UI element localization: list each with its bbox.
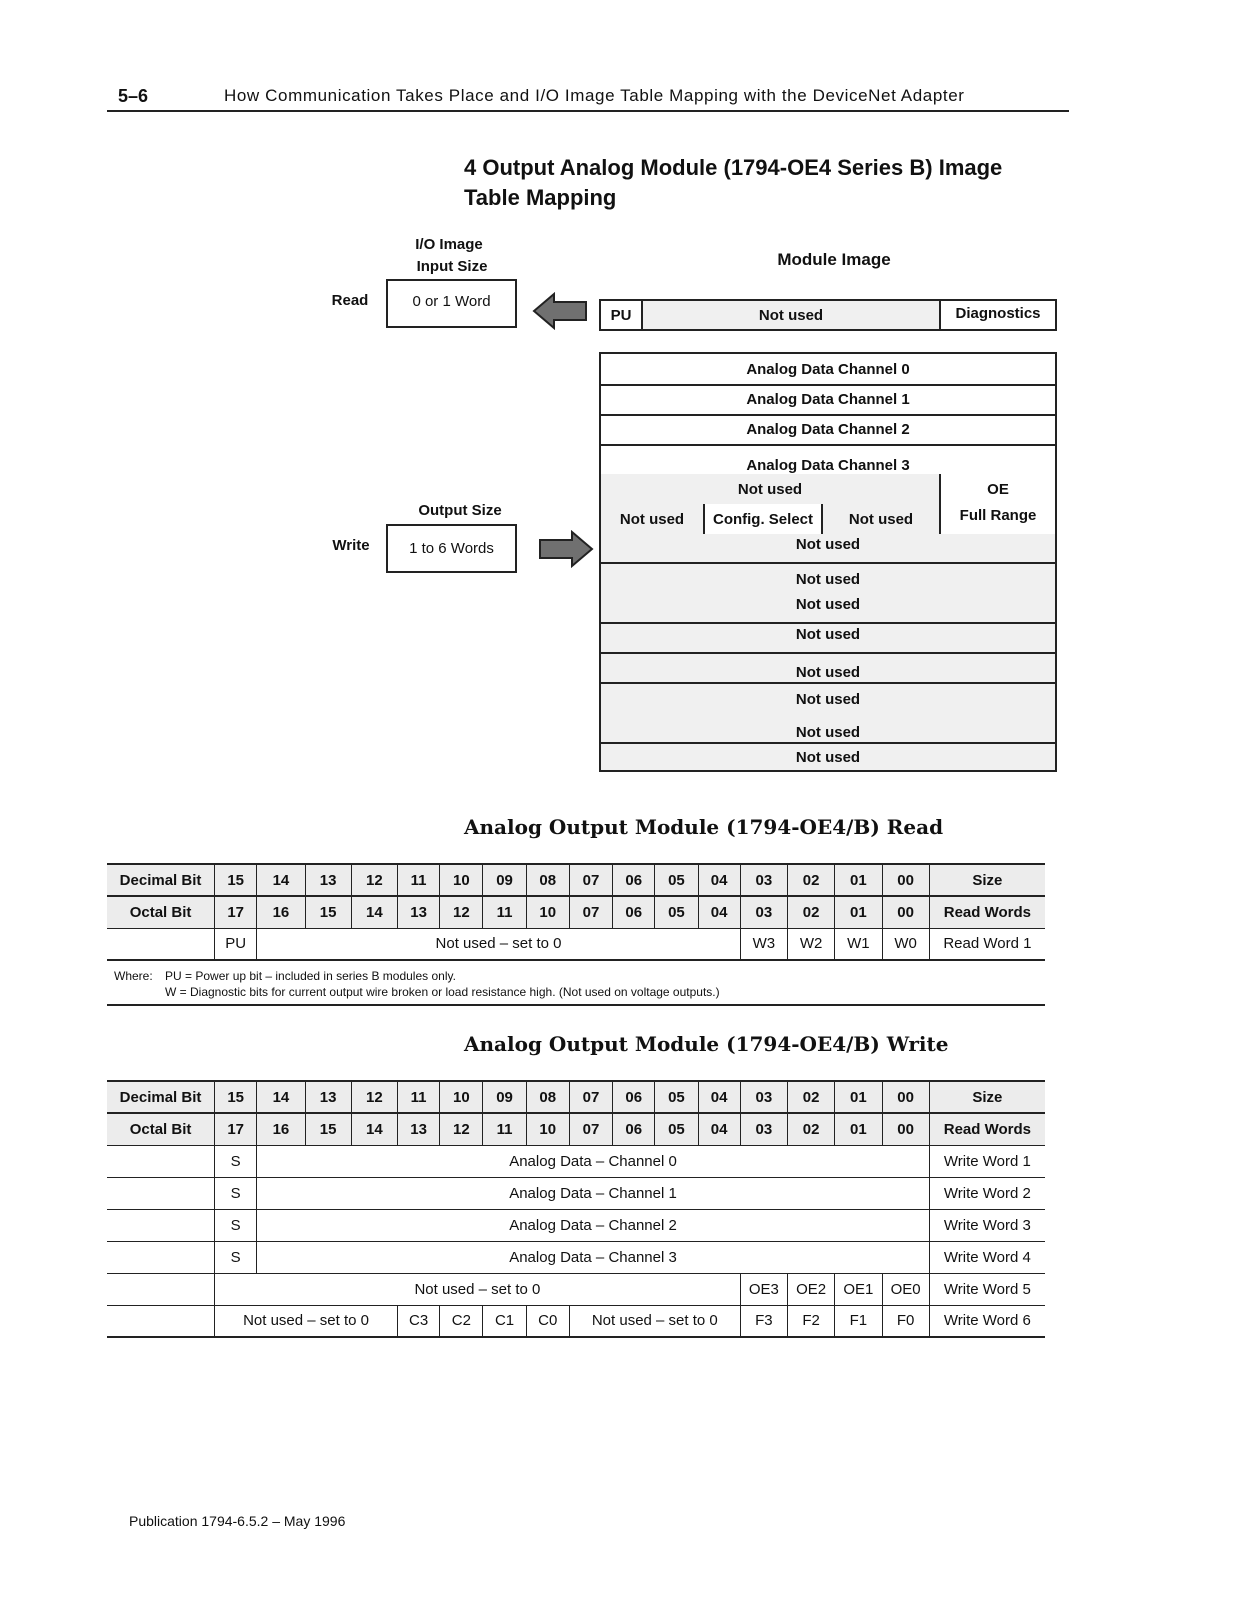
analog-data-span: Analog Data – Channel 0 — [257, 1145, 929, 1177]
bit-header: 16 — [257, 896, 305, 928]
not-used-cell: Not used — [641, 301, 939, 329]
read-module-row — [599, 299, 1057, 331]
size-cell: Write Word 4 — [929, 1241, 1045, 1273]
size-header: Size — [929, 864, 1045, 896]
bit-header: 03 — [740, 896, 787, 928]
size-cell: Write Word 3 — [929, 1209, 1045, 1241]
config-select-cell: Config. Select — [703, 504, 821, 534]
size-header: Read Words — [929, 1113, 1045, 1145]
bit-header: 00 — [882, 1081, 929, 1113]
not-used-span: Not used – set to 0 — [215, 1273, 741, 1305]
c2-bit: C2 — [440, 1305, 483, 1337]
not-used-cell: Not used — [821, 504, 939, 534]
decimal-bit-label: Decimal Bit — [107, 864, 215, 896]
write-module-block — [599, 352, 1057, 772]
bit-header: 03 — [740, 864, 787, 896]
bit-header: 03 — [740, 1081, 787, 1113]
size-cell: Write Word 1 — [929, 1145, 1045, 1177]
sign-bit: S — [215, 1241, 257, 1273]
pu-cell: PU — [601, 301, 641, 329]
empty-cell — [107, 1305, 215, 1337]
not-used-row: Not used — [601, 744, 1055, 770]
not-used-row: Not used — [601, 594, 1055, 624]
read-label: Read — [331, 292, 369, 309]
oe1-bit: OE1 — [835, 1273, 882, 1305]
bit-header: 14 — [351, 1113, 397, 1145]
analog-data-span: Analog Data – Channel 1 — [257, 1177, 929, 1209]
empty-cell — [107, 1241, 215, 1273]
bit-header: 11 — [398, 1081, 440, 1113]
analog-data-span: Analog Data – Channel 2 — [257, 1209, 929, 1241]
octal-bit-label: Octal Bit — [107, 1113, 215, 1145]
write-word-row — [107, 1145, 1045, 1177]
input-size-label: Input Size — [416, 258, 488, 275]
size-cell: Write Word 2 — [929, 1177, 1045, 1209]
bit-header: 02 — [788, 896, 835, 928]
bit-header: 06 — [613, 896, 655, 928]
bit-header: 10 — [440, 864, 483, 896]
bit-header: 10 — [526, 1113, 569, 1145]
pu-bit: PU — [215, 928, 257, 960]
empty-cell — [107, 928, 215, 960]
write-word-row — [107, 1241, 1045, 1273]
decimal-bit-label: Decimal Bit — [107, 1081, 215, 1113]
not-used-row: Not used — [601, 714, 1055, 744]
bit-header: 02 — [788, 1113, 835, 1145]
decimal-bit-row — [107, 864, 1045, 896]
bit-header: 09 — [483, 1081, 526, 1113]
page-number: 5–6 — [118, 86, 149, 106]
bit-header: 17 — [215, 1113, 257, 1145]
sign-bit: S — [215, 1209, 257, 1241]
write-word-row — [107, 1273, 1045, 1305]
bit-header: 02 — [788, 1081, 835, 1113]
f1-bit: F1 — [835, 1305, 882, 1337]
empty-cell — [107, 1273, 215, 1305]
not-used-span: Not used – set to 0 — [215, 1305, 398, 1337]
bit-header: 06 — [613, 1113, 655, 1145]
bit-header: 01 — [835, 1081, 882, 1113]
bit-header: 11 — [483, 896, 526, 928]
bit-header: 15 — [215, 1081, 257, 1113]
bit-header: 14 — [351, 896, 397, 928]
bit-header: 13 — [305, 1081, 351, 1113]
decimal-bit-row — [107, 1081, 1045, 1113]
config-row — [601, 504, 1055, 536]
oe-row — [601, 474, 1055, 506]
f3-bit: F3 — [740, 1305, 787, 1337]
where-label: Where: — [114, 969, 153, 983]
size-header: Read Words — [929, 896, 1045, 928]
w3-bit: W3 — [740, 928, 787, 960]
bit-header: 03 — [740, 1113, 787, 1145]
bit-header: 10 — [526, 896, 569, 928]
bit-header: 14 — [257, 864, 305, 896]
publication-footer: Publication 1794-6.5.2 – May 1996 — [129, 1513, 346, 1529]
f2-bit: F2 — [788, 1305, 835, 1337]
not-used-row: Not used — [601, 624, 1055, 654]
bit-header: 14 — [257, 1081, 305, 1113]
f0-bit: F0 — [882, 1305, 929, 1337]
c1-bit: C1 — [483, 1305, 526, 1337]
note-rule — [107, 1004, 1045, 1006]
channel-row: Analog Data Channel 3 — [601, 444, 1055, 476]
bit-header: 00 — [882, 1113, 929, 1145]
bit-header: 08 — [526, 864, 569, 896]
module-image-label: Module Image — [777, 250, 891, 269]
read-table-title: Analog Output Module (1794-OE4/B) Read — [464, 815, 944, 839]
section-title: 4 Output Analog Module (1794-OE4 Series B) Image Table Mapping — [464, 155, 1003, 210]
sign-bit: S — [215, 1145, 257, 1177]
running-title: How Communication Takes Place and I/O Image Table Mapping with the DeviceNet Adapter — [224, 86, 965, 105]
write-table-title: Analog Output Module (1794-OE4/B) Write — [464, 1032, 949, 1056]
bit-header: 13 — [398, 1113, 440, 1145]
bit-header: 00 — [882, 896, 929, 928]
bit-header: 05 — [655, 864, 698, 896]
bit-header: 05 — [655, 896, 698, 928]
bit-header: 12 — [351, 864, 397, 896]
analog-data-span: Analog Data – Channel 3 — [257, 1241, 929, 1273]
read-bit-table — [107, 863, 1045, 961]
bit-header: 01 — [835, 896, 882, 928]
bit-header: 16 — [257, 1113, 305, 1145]
c0-bit: C0 — [526, 1305, 569, 1337]
bit-header: 07 — [569, 1113, 612, 1145]
bit-header: 04 — [698, 864, 740, 896]
bit-header: 04 — [698, 896, 740, 928]
read-word-row — [107, 928, 1045, 960]
header-rule — [107, 110, 1069, 112]
w0-bit: W0 — [882, 928, 929, 960]
channel-row: Analog Data Channel 2 — [601, 414, 1055, 446]
diagnostics-cell: Diagnostics — [939, 301, 1055, 329]
bit-header: 11 — [398, 864, 440, 896]
bit-header: 09 — [483, 864, 526, 896]
bit-header: 08 — [526, 1081, 569, 1113]
note-w: W = Diagnostic bits for current output wire broken or load resistance high. (Not used on voltage outputs.) — [165, 985, 720, 999]
octal-bit-label: Octal Bit — [107, 896, 215, 928]
bit-header: 02 — [788, 864, 835, 896]
not-used-row: Not used — [601, 654, 1055, 684]
w2-bit: W2 — [788, 928, 835, 960]
bit-header: 12 — [351, 1081, 397, 1113]
bit-header: 15 — [215, 864, 257, 896]
bit-header: 13 — [305, 864, 351, 896]
bit-header: 12 — [440, 1113, 483, 1145]
empty-cell — [107, 1209, 215, 1241]
note-pu: PU = Power up bit – included in series B modules only. — [165, 969, 456, 983]
size-header: Size — [929, 1081, 1045, 1113]
bit-header: 13 — [398, 896, 440, 928]
io-image-label: I/O Image — [415, 236, 483, 253]
write-label: Write — [332, 537, 370, 554]
write-word-row — [107, 1209, 1045, 1241]
not-used-row: Not used — [601, 684, 1055, 716]
oe0-bit: OE0 — [882, 1273, 929, 1305]
bit-header: 07 — [569, 896, 612, 928]
not-used-cell: Not used — [737, 480, 803, 498]
empty-cell — [107, 1145, 215, 1177]
size-cell: Read Word 1 — [929, 928, 1045, 960]
c3-bit: C3 — [398, 1305, 440, 1337]
bit-header: 05 — [655, 1081, 698, 1113]
sign-bit: S — [215, 1177, 257, 1209]
write-bit-table — [107, 1080, 1045, 1338]
bit-header: 07 — [569, 864, 612, 896]
oe-cell: OE — [939, 474, 1055, 504]
octal-bit-row — [107, 1113, 1045, 1145]
channel-row: Analog Data Channel 0 — [601, 354, 1055, 386]
w1-bit: W1 — [835, 928, 882, 960]
size-cell: Write Word 5 — [929, 1273, 1045, 1305]
bit-header: 06 — [613, 1081, 655, 1113]
bit-header: 00 — [882, 864, 929, 896]
not-used-cell: Not used — [619, 510, 685, 528]
left-arrow-icon — [532, 292, 588, 330]
not-used-span: Not used – set to 0 — [569, 1305, 740, 1337]
write-word-row — [107, 1177, 1045, 1209]
full-range-cell: Full Range — [939, 504, 1055, 534]
bit-header: 01 — [835, 1113, 882, 1145]
not-used-span: Not used – set to 0 — [257, 928, 740, 960]
bit-header: 01 — [835, 864, 882, 896]
bit-header: 15 — [305, 1113, 351, 1145]
octal-bit-row — [107, 896, 1045, 928]
not-used-row: Not used — [601, 564, 1055, 596]
write-word-row — [107, 1305, 1045, 1337]
bit-header: 12 — [440, 896, 483, 928]
read-size-box: 0 or 1 Word — [386, 279, 517, 328]
size-cell: Write Word 6 — [929, 1305, 1045, 1337]
not-used-row: Not used — [601, 534, 1055, 564]
output-size-label: Output Size — [418, 502, 502, 519]
bit-header: 11 — [483, 1113, 526, 1145]
bit-header: 04 — [698, 1113, 740, 1145]
bit-header: 05 — [655, 1113, 698, 1145]
oe3-bit: OE3 — [740, 1273, 787, 1305]
oe2-bit: OE2 — [788, 1273, 835, 1305]
right-arrow-icon — [538, 530, 594, 568]
bit-header: 07 — [569, 1081, 612, 1113]
bit-header: 04 — [698, 1081, 740, 1113]
bit-header: 17 — [215, 896, 257, 928]
bit-header: 06 — [613, 864, 655, 896]
bit-header: 15 — [305, 896, 351, 928]
empty-cell — [107, 1177, 215, 1209]
channel-row: Analog Data Channel 1 — [601, 384, 1055, 416]
bit-header: 10 — [440, 1081, 483, 1113]
write-size-box: 1 to 6 Words — [386, 524, 517, 573]
